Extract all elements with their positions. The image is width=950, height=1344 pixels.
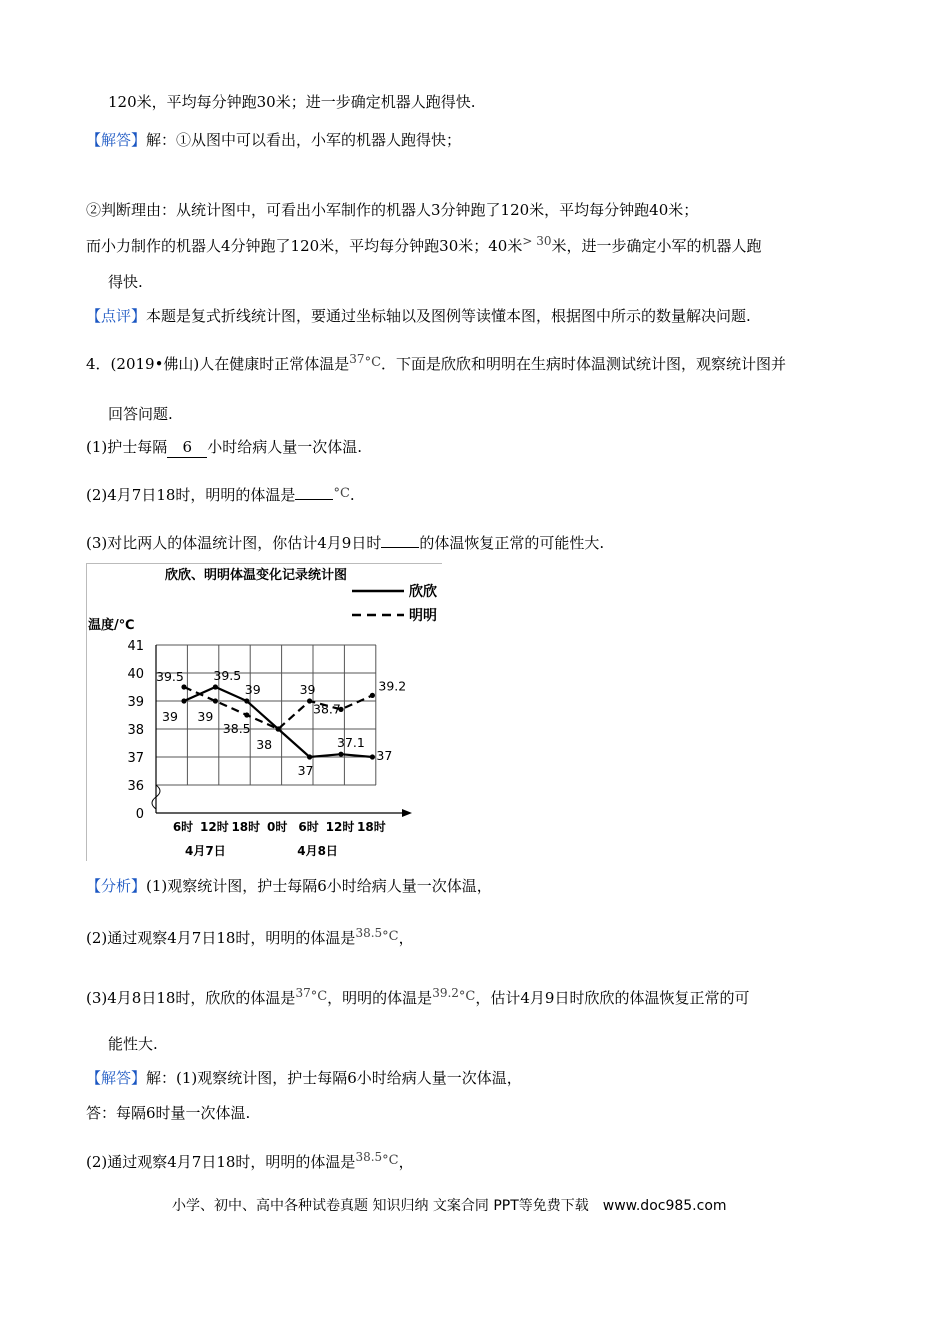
part-2 <box>86 485 355 507</box>
part-1 <box>86 437 362 458</box>
data-point <box>213 698 218 703</box>
y-tick-label: 37 <box>127 751 144 766</box>
data-point <box>370 754 375 759</box>
point-label: 37 <box>376 748 393 763</box>
part-1-b: 小时给病人量一次体温. <box>207 438 363 456</box>
y-tick-label: 36 <box>127 779 144 794</box>
data-point <box>307 698 312 703</box>
question-4-deg: °C <box>364 355 382 370</box>
part-2-deg: °C <box>333 486 350 501</box>
solution-3-a: (2)通过观察4月7日18时，明明的体温是 <box>86 1153 356 1171</box>
part-3-a: (3)对比两人的体温统计图，你估计4月9日时 <box>86 534 382 552</box>
data-point <box>244 712 249 717</box>
point-label: 38.7 <box>313 701 341 717</box>
point-label: 39.2 <box>378 678 407 694</box>
analysis-2-val: 38.5 <box>355 926 383 940</box>
analysis-2-deg: °C <box>382 929 399 944</box>
y-tick-label: 40 <box>127 667 144 682</box>
point-label: 37 <box>297 763 314 778</box>
analysis-3-a: (3)4月8日18时，欣欣的体温是 <box>86 989 296 1007</box>
x-tick-label: 12时 <box>325 820 355 834</box>
text-line-4-a: 而小力制作的机器人4分钟跑了120米，平均每分钟跑30米；40米 <box>86 237 523 255</box>
analysis-3-deg2: °C <box>458 989 476 1004</box>
analysis-3 <box>86 988 749 1010</box>
question-4-line <box>86 354 786 376</box>
solution-tag: 【解答】 <box>86 1069 147 1087</box>
text-line-3: ②判断理由：从统计图中，可看出小军制作的机器人3分钟跑了120米，平均每分钟跑40米； <box>86 201 699 219</box>
question-4-temp: 37 <box>349 352 365 366</box>
data-point <box>181 698 186 703</box>
answer-line <box>86 130 461 150</box>
comment-tag: 【点评】 <box>86 307 147 325</box>
answer-text: 解：①从图中可以看出，小军的机器人跑得快； <box>146 131 462 149</box>
y-tick-label: 38 <box>127 723 144 738</box>
data-point <box>244 698 249 703</box>
analysis-text: (1)观察统计图，护士每隔6小时给病人量一次体温， <box>146 877 492 895</box>
x-tick-label: 12时 <box>200 820 229 834</box>
part-2-blank <box>295 499 333 500</box>
point-label: 37.1 <box>337 735 365 751</box>
legend-label: 明明 <box>409 608 437 624</box>
point-label: 39 <box>162 709 178 724</box>
y-axis-label: 温度/℃ <box>88 618 135 633</box>
solution-3 <box>86 1152 414 1174</box>
analysis-3-c: ，估计4月9日时欣欣的体温恢复正常的可 <box>475 989 750 1007</box>
answer-tag: 【解答】 <box>86 131 147 149</box>
solution-3-deg: °C <box>382 1153 399 1168</box>
y-tick-label: 41 <box>127 639 144 654</box>
point-label: 39 <box>197 709 214 724</box>
analysis-tag: 【分析】 <box>86 877 147 895</box>
solution-3-b: ， <box>398 1153 414 1171</box>
point-label: 39.5 <box>156 669 184 684</box>
solution-line <box>86 1068 522 1088</box>
point-label: 39 <box>244 682 261 697</box>
part-3-blank <box>381 547 419 548</box>
solution-text: 解：(1)观察统计图，护士每隔6小时给病人量一次体温， <box>146 1069 522 1087</box>
analysis-3-deg1: °C <box>310 989 328 1004</box>
comment-line <box>86 306 751 326</box>
data-point <box>307 754 312 759</box>
date-label: 4月8日 <box>297 844 338 858</box>
y-tick-label: 39 <box>127 695 144 710</box>
question-4-b: ．下面是欣欣和明明在生病时体温测试统计图，观察统计图并 <box>381 355 787 373</box>
x-tick-label: 18时 <box>357 820 386 834</box>
data-point <box>276 726 281 731</box>
point-label: 39 <box>299 682 316 697</box>
x-tick-label: 6时 <box>298 820 319 834</box>
analysis-3-b: ，明明的体温是 <box>327 989 433 1007</box>
analysis-2-b: ， <box>398 929 414 947</box>
analysis-3-val1: 37 <box>295 986 311 1000</box>
text-line-4 <box>86 236 762 257</box>
analysis-2-a: (2)通过观察4月7日18时，明明的体温是 <box>86 929 356 947</box>
solution-2: 答：每隔6时量一次体温. <box>86 1104 251 1122</box>
data-point <box>213 684 218 689</box>
part-2-b: . <box>349 486 355 504</box>
y-tick-label: 0 <box>135 807 144 822</box>
text-line-5: 得快. <box>108 273 143 291</box>
analysis-line <box>86 876 492 896</box>
temperature-chart <box>86 563 442 861</box>
part-2-a: (2)4月7日18时，明明的体温是 <box>86 486 296 504</box>
text-line-4-b: 米，进一步确定小军的机器人跑 <box>551 237 762 255</box>
gt-expression: > 30 <box>522 234 552 248</box>
date-label: 4月7日 <box>185 844 226 858</box>
part-3 <box>86 533 604 553</box>
x-tick-label: 0时 <box>267 820 288 834</box>
chart-title: 欣欣、明明体温变化记录统计图 <box>164 568 348 583</box>
data-point <box>338 752 343 757</box>
solution-3-val: 38.5 <box>355 1150 383 1164</box>
x-tick-label: 6时 <box>172 820 194 834</box>
page-footer: 小学、初中、高中各种试卷真题 知识归纳 文案合同 PPT等免费下载 www.doc985.com <box>172 1198 727 1214</box>
legend-label: 欣欣 <box>409 584 437 600</box>
text-line-1: 120米，平均每分钟跑30米；进一步确定机器人跑得快. <box>108 93 476 111</box>
comment-text: 本题是复式折线统计图，要通过坐标轴以及图例等读懂本图，根据图中所示的数量解决问题. <box>146 307 751 325</box>
point-label: 38.5 <box>222 721 251 736</box>
question-4-a: 4．(2019•佛山)人在健康时正常体温是 <box>86 355 350 373</box>
question-4-cont: 回答问题. <box>108 405 173 423</box>
data-point <box>370 693 375 698</box>
analysis-4: 能性大. <box>108 1035 158 1053</box>
part-3-b: 的体温恢复正常的可能性大. <box>419 534 605 552</box>
x-tick-label: 18时 <box>231 820 261 834</box>
point-label: 39.5 <box>213 668 242 683</box>
point-label: 38 <box>256 737 273 752</box>
part-1-blank: 6 <box>167 437 207 458</box>
analysis-2 <box>86 928 414 950</box>
data-point <box>181 684 186 689</box>
analysis-3-val2: 39.2 <box>432 986 459 1000</box>
part-1-a: (1)护士每隔 <box>86 438 168 456</box>
